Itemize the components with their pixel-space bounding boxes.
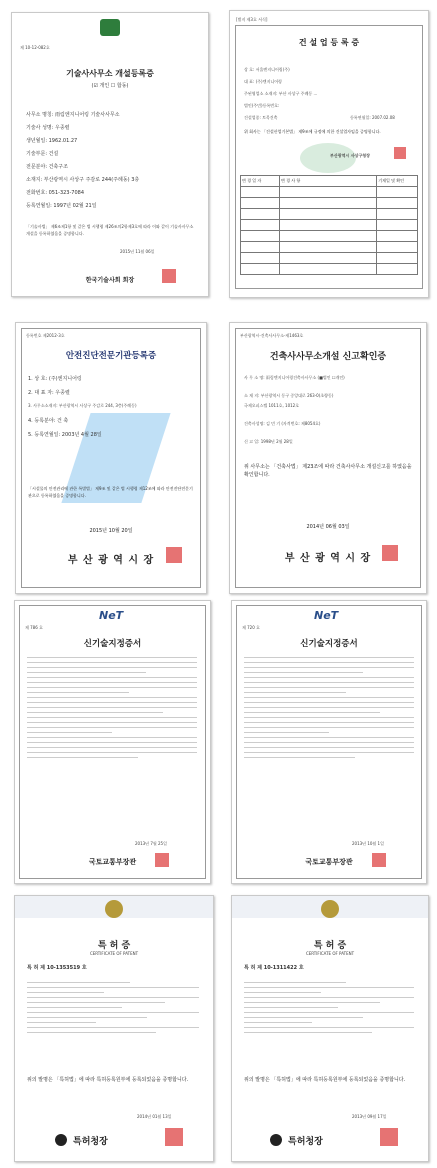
field: 3. 사무소소재지: 부산광역시 사상구 주감로 244, 3층(주례동) — [28, 403, 137, 408]
body-text-lines — [244, 657, 414, 762]
body-text: 위 사무소는 「건축사법」 제23조에 따라 건축사사무소 개설신고를 하였음을 확인합니다. — [244, 464, 412, 478]
field: 전화번호: 051-323-7084 — [26, 190, 85, 196]
doc-title: 건 설 업 등 록 증 — [298, 38, 360, 47]
doc-title: 건축사사무소개설 신고확인증 — [269, 352, 387, 362]
official-seal — [372, 853, 386, 867]
official-seal — [155, 853, 169, 867]
body-text: 위 회사는 「건설산업기본법」 제9조에 규정에 의한 건설업자임을 증명합니다. — [244, 129, 381, 134]
patent-number: 특 허 제 10-1311422 호 — [244, 965, 304, 971]
field: 등록연월일: 2007.02.08 — [350, 115, 395, 120]
body-text: 「기술사법」 제6조제1항 및 같은 법 시행령 제26조의2항제3호에 따라 이와 같이 기술사사무소 개설을 등록하였음을 증명합니다. — [26, 224, 194, 236]
doc-title: 신기술지정증서 — [83, 639, 142, 649]
issue-date: 2015년 11월 06일 — [120, 249, 155, 254]
official-seal — [162, 269, 176, 283]
issue-date: 2014년 01월 13일 — [137, 1114, 172, 1119]
doc-subtitle: CERTIFICATE OF PATENT — [89, 951, 139, 956]
official-seal — [382, 545, 398, 561]
official-seal — [380, 1128, 398, 1146]
field: 건축사성명: 김 민 기 (자격번호: 제8054호) — [244, 421, 321, 426]
doc-title: 기술사사무소 개설등록증 — [66, 69, 154, 78]
body-text: 위의 발명은 「특허법」에 따라 특허등록원부에 등록되었음을 증명합니다. — [244, 1077, 406, 1083]
table-header: 변 경 일 자 — [241, 176, 280, 187]
issue-date: 2013년 09월 17일 — [352, 1114, 387, 1119]
field: 상 호: 서울엔지니어링(주) — [244, 67, 290, 72]
field: 5. 등록연월일: 2003년 4월 28일 — [28, 432, 102, 438]
doc-number: 제 786 호 — [25, 625, 43, 630]
issue-date: 2013년 7월 25일 — [135, 841, 167, 846]
patent-office-emblem — [105, 900, 123, 918]
field: 4. 등록분야: 건 축 — [28, 418, 69, 424]
patent-details-lines — [27, 982, 199, 1037]
issuer: 부 산 광 역 시 장 — [284, 553, 372, 564]
emblem-logo — [100, 19, 120, 36]
certificate-new-technology — [231, 600, 427, 884]
doc-title: 특 허 증 — [313, 941, 347, 951]
field: 국제오피스텔 1011호, 1012호 — [244, 403, 300, 408]
field: 법인(주민)등록번호: — [244, 103, 280, 108]
net-logo: NeT — [99, 609, 124, 622]
field: 2. 대 표 자: 우종렬 — [28, 390, 70, 396]
field: 등록연월일: 1997년 02월 21일 — [26, 203, 97, 209]
doc-subtitle: CERTIFICATE OF PATENT — [305, 951, 355, 956]
field: 기술사 성명: 우종렬 — [26, 125, 70, 131]
official-seal — [394, 147, 406, 159]
field: 사무소 명칭: 雨림엔지니어링 기술사사무소 — [26, 112, 120, 118]
field: 대 표: (주)엔지니어링 — [244, 79, 282, 84]
doc-subtitle: (☑ 개인 ☐ 합동) — [91, 83, 129, 89]
official-seal — [166, 547, 182, 563]
net-logo: NeT — [314, 609, 339, 622]
issue-date: 2015년 10월 20일 — [89, 528, 133, 534]
body-text-lines — [27, 657, 197, 762]
issuer: 부 산 광 역 시 장 — [67, 555, 155, 566]
field: 전문분야: 건축구조 — [26, 164, 68, 170]
certificate-construction-registration — [229, 10, 429, 298]
patent-number: 특 허 제 10-1353519 호 — [27, 965, 87, 971]
certificate-architect-office — [229, 322, 427, 594]
field: 주된영업소 소재지: 부산 사상구 주례동 ... — [244, 91, 318, 96]
certificate-safety-diagnosis — [15, 322, 207, 594]
patent-office-emblem — [321, 900, 339, 918]
field: 건설업종: 토목건축 — [244, 115, 278, 120]
certificate-engineering-office — [11, 12, 209, 297]
body-text: 「시설물의 안전관리에 관한 특별법」 제9조 및 같은 법 시행령 제12조에 따라 안전진단전문기관으로 등록하였음을 증명합니다. — [28, 486, 193, 498]
issuer: 한국기술사회 회장 — [85, 277, 135, 284]
field: 소재지: 부산광역시 사상구 주감로 244(주례동) 3층 — [26, 177, 140, 183]
doc-number: 부산광역시-건축사사무소-제1463호 — [240, 333, 304, 338]
field: 소 재 지: 부산광역시 동구 중앙대로 263-0(초량동) — [244, 393, 334, 398]
issue-date: 2014년 06월 03일 — [306, 524, 350, 530]
issue-date: 2013년 10월 1일 — [352, 841, 384, 846]
patent-office-logo-icon — [55, 1134, 67, 1146]
doc-number: 등록번호 제2012-3호 — [26, 333, 65, 338]
certificate-patent — [14, 895, 214, 1162]
patent-details-lines — [244, 982, 414, 1037]
issuer: 국토교통부장관 — [305, 858, 353, 866]
field: 신 고 일: 1998년 2월 28일 — [244, 439, 293, 444]
table-header: 기재일 및 확인 — [377, 176, 418, 187]
doc-number: [별지 제3호 서식] — [236, 17, 268, 22]
issuer: 국토교통부장관 — [88, 858, 137, 866]
field: 사 무 소 명: 雨림엔지니어링건축사사무소 (■법인 ☐개인) — [244, 375, 345, 380]
doc-number: 제 10-12-082호 — [20, 45, 50, 50]
certificate-new-technology — [14, 600, 211, 884]
issuer: 특허청장 — [288, 1137, 323, 1147]
body-text: 위의 발명은 「특허법」에 따라 특허등록원부에 등록되었음을 증명합니다. — [27, 1077, 189, 1083]
issuer: 부산광역시 사상구청장 — [330, 153, 371, 158]
field: 1. 상 호: (주)엔지니어링 — [28, 376, 82, 382]
official-seal — [165, 1128, 183, 1146]
doc-title: 특 허 증 — [97, 941, 131, 951]
field: 기술부문: 건설 — [26, 151, 59, 157]
issuer: 특허청장 — [73, 1137, 108, 1147]
patent-office-logo-icon — [270, 1134, 282, 1146]
change-history-table — [240, 175, 418, 275]
doc-title: 안전진단전문기관등록증 — [65, 351, 157, 361]
certificate-patent — [231, 895, 429, 1162]
doc-number: 제 720 호 — [242, 625, 260, 630]
field: 생년월일: 1962.01.27 — [26, 138, 78, 144]
table-header: 변 경 사 항 — [279, 176, 376, 187]
doc-title: 신기술지정증서 — [300, 639, 358, 649]
